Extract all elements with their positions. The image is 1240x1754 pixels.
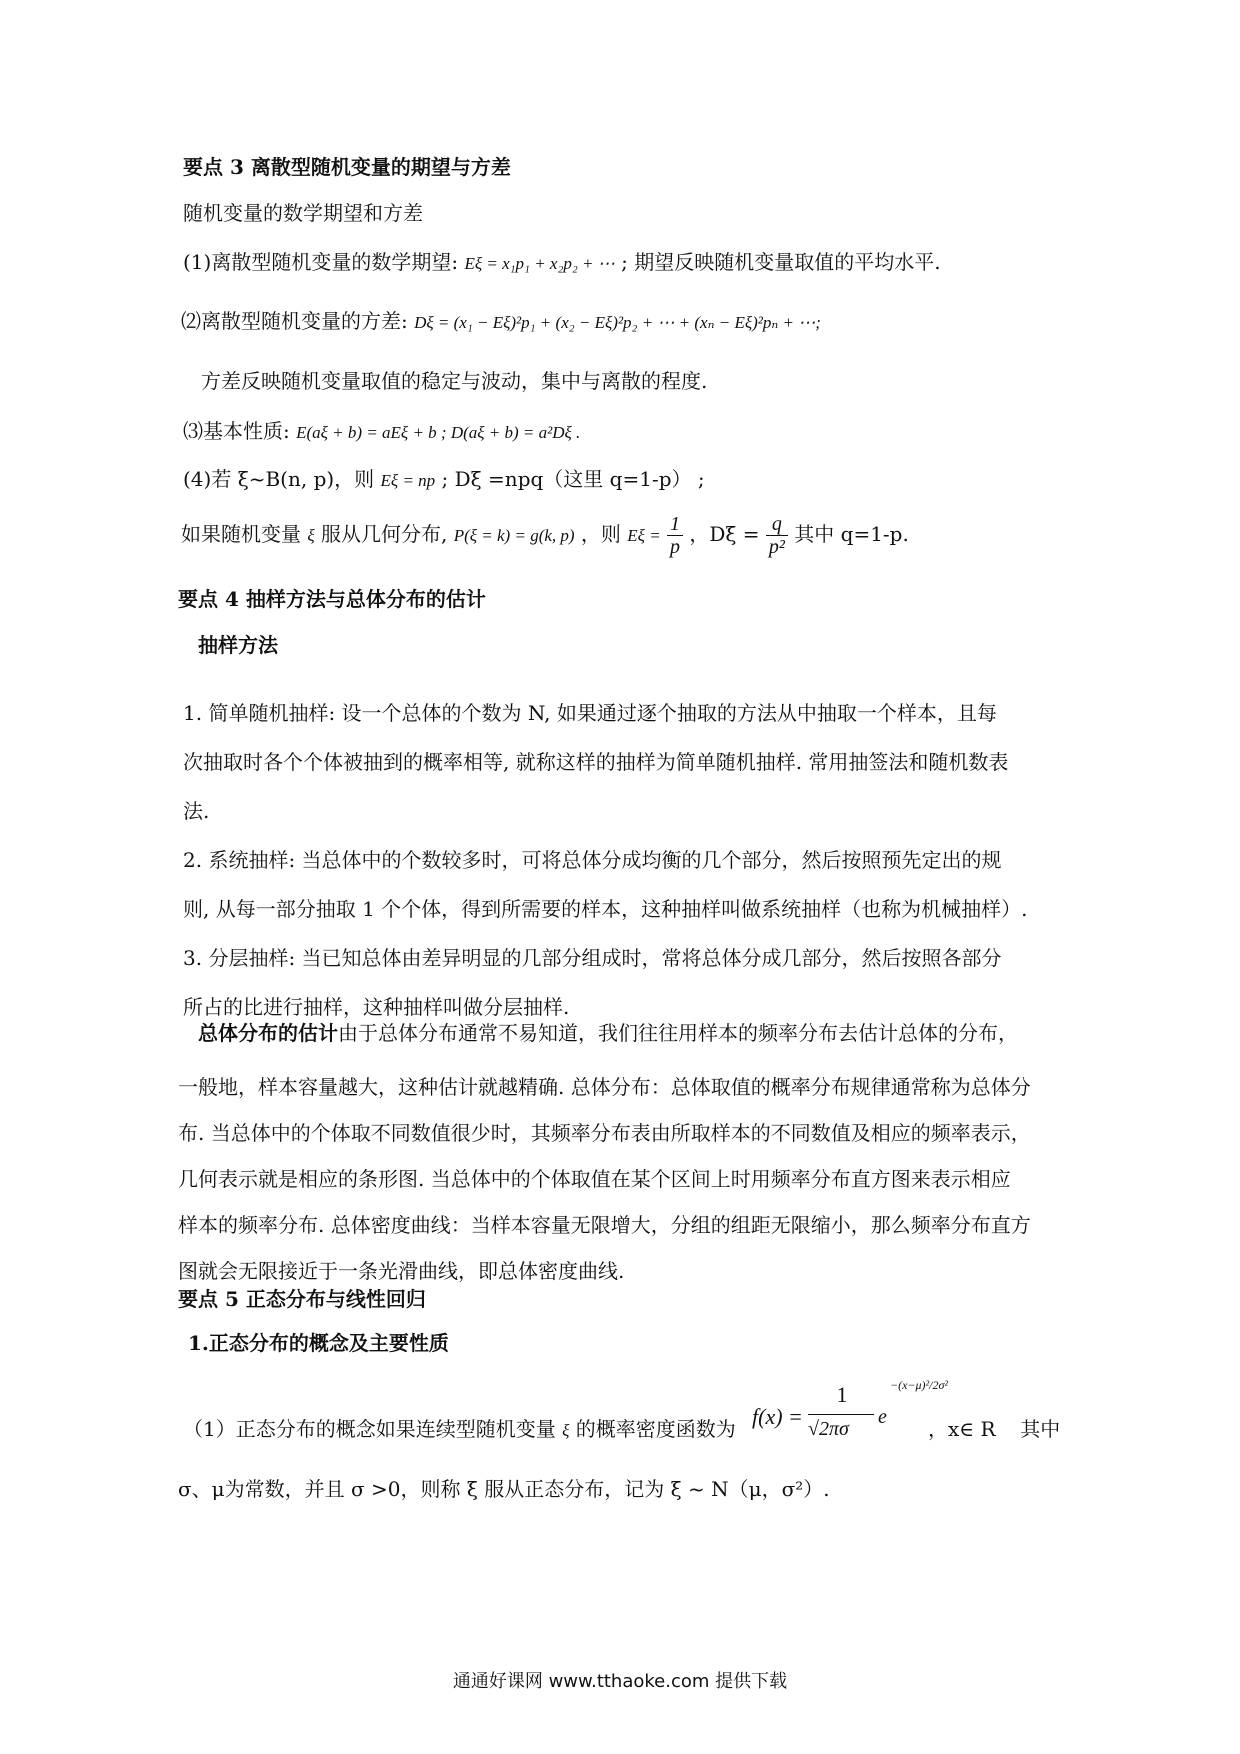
normal-pdf-formula (752, 1378, 952, 1458)
geometric-prefix: 如果随机变量 (181, 522, 301, 546)
sampling-line: 所占的比进行抽样，这种抽样叫做分层抽样. (183, 995, 570, 1019)
basic-properties (183, 416, 580, 448)
sampling-line: 次抽取时各个个体被抽到的概率相等, 就称这样的抽样为简单随机抽样. 常用抽签法和随机数表 (183, 750, 1009, 774)
geometric-then: ，则 (580, 522, 621, 546)
estimation-text: 由于总体分布通常不易知道，我们往往用样本的频率分布去估计总体的分布， (338, 1021, 1018, 1045)
normal-definition-text: （1）正态分布的概念如果连续型随机变量 (183, 1417, 556, 1441)
expectation-label: (1)离散型随机变量的数学期望: (183, 250, 459, 274)
sampling-line: 3. 分层抽样: 当已知总体由差异明显的几部分组成时，常将总体分成几部分，然后按照各部分 (183, 946, 1002, 970)
section-3-title: 要点 3 离散型随机变量的期望与方差 (183, 155, 511, 179)
pdf-denominator: √2πσ (808, 1418, 849, 1440)
sampling-line: 法. (183, 799, 210, 823)
estimation-paragraph (178, 1064, 1031, 1294)
section-4-title: 要点 4 抽样方法与总体分布的估计 (178, 587, 486, 611)
normal-parameters: σ、μ为常数，并且 σ >0，则称 ξ 服从正态分布，记为 ξ ~ N（μ，σ²）. (178, 1477, 830, 1501)
geometric-pmf: P(ξ = k) = g(k, p) (453, 526, 575, 545)
binomial-variance: ; Dξ =npq（这里 q=1-p） ; (441, 467, 705, 491)
fraction-numerator: 1 (667, 513, 683, 536)
expectation-note: ; 期望反映随机变量取值的平均水平. (621, 250, 941, 274)
estimation-line: 一般地，样本容量越大，这种估计就越精确. 总体分布：总体取值的概率分布规律通常称为总体分 (178, 1075, 1031, 1099)
estimation-heading: 总体分布的估计 (198, 1021, 338, 1045)
geometric-variance-label: ，Dξ = (689, 522, 760, 546)
geometric-expectation-label: Eξ = (627, 526, 661, 545)
pdf-exponential: e (878, 1406, 887, 1428)
basic-properties-label: ⑶基本性质: (183, 419, 290, 443)
binomial-prefix: (4)若 (183, 467, 232, 491)
estimation-line: 样本的频率分布. 总体密度曲线：当样本容量无限增大，分组的组距无限缩小，那么频率分布直方 (178, 1213, 1031, 1237)
pdf-numerator: 1 (836, 1382, 848, 1407)
estimation-line: 几何表示就是相应的条形图. 当总体中的个体取值在某个区间上时用频率分布直方图来表示相应 (178, 1167, 1011, 1191)
variance-label: ⑵离散型随机变量的方差: (181, 309, 408, 333)
normal-domain-text: ，x∈ R (928, 1417, 996, 1441)
normal-domain-tail: 其中 (1020, 1417, 1061, 1441)
normal-definition (183, 1414, 736, 1446)
section-4-subtitle: 抽样方法 (198, 633, 278, 657)
pdf-lhs: f(x) = (752, 1404, 803, 1429)
binomial-distribution: ξ~B(n, p)，则 (237, 467, 375, 491)
footer-credit: 通通好课网 www.tthaoke.com 提供下载 (452, 1671, 788, 1692)
fraction-denominator: p (670, 536, 681, 558)
estimation-line: 布. 当总体中的个体取不同数值很少时，其频率分布表由所取样本的不同数值及相应的频率表示， (178, 1121, 1031, 1145)
normal-domain (928, 1414, 1060, 1444)
geometric-xi: ξ (307, 526, 315, 545)
section-5-title: 要点 5 正态分布与线性回归 (178, 1287, 426, 1311)
section-3-subtitle: 随机变量的数学期望和方差 (183, 201, 423, 225)
geometric-properties (181, 512, 909, 558)
expectation-definition (183, 247, 941, 279)
fraction-bar (808, 1414, 874, 1415)
normal-xi: ξ (562, 1421, 570, 1440)
variance-note: 方差反映随机变量取值的稳定与波动，集中与离散的程度. (201, 369, 708, 393)
variance-formula: Dξ = (x₁ − Eξ)²p₁ + (x₂ − Eξ)²p₂ + ⋯ + (xₙ − Eξ)²pₙ + ⋯; (414, 313, 821, 332)
geometric-mid: 服从几何分布, (321, 522, 448, 546)
section-5-subtitle: 1.正态分布的概念及主要性质 (188, 1331, 449, 1355)
geometric-variance-fraction (766, 513, 788, 558)
estimation-line: 图就会无限接近于一条光滑曲线，即总体密度曲线. (178, 1259, 625, 1283)
variance-definition (181, 306, 821, 338)
fraction-numerator: q (766, 513, 788, 536)
geometric-tail: 其中 q=1-p. (794, 522, 909, 546)
sampling-methods (183, 689, 1028, 1032)
expectation-formula: Eξ = x₁p₁ + x₂p₂ + ⋯ (464, 254, 615, 273)
geometric-expectation-fraction (667, 513, 683, 558)
sampling-line: 1. 简单随机抽样: 设一个总体的个数为 N, 如果通过逐个抽取的方法从中抽取一个样本，且每 (183, 701, 997, 725)
estimation-first-line (198, 1018, 1018, 1048)
fraction-denominator: p² (768, 536, 785, 558)
normal-definition-text2: 的概率密度函数为 (575, 1417, 736, 1441)
sampling-line: 则, 从每一部分抽取 1 个个体，得到所需要的样本，这种抽样叫做系统抽样（也称为机械抽样）. (183, 897, 1028, 921)
pdf-exponent: −(x−μ)²/2σ² (890, 1378, 948, 1392)
basic-properties-formula: E(aξ + b) = aEξ + b ; D(aξ + b) = a²Dξ . (296, 423, 581, 442)
binomial-expectation: Eξ = np (380, 471, 436, 490)
binomial-properties (183, 464, 705, 496)
sampling-line: 2. 系统抽样: 当总体中的个数较多时，可将总体分成均衡的几个部分，然后按照预先定出的规 (183, 848, 1002, 872)
